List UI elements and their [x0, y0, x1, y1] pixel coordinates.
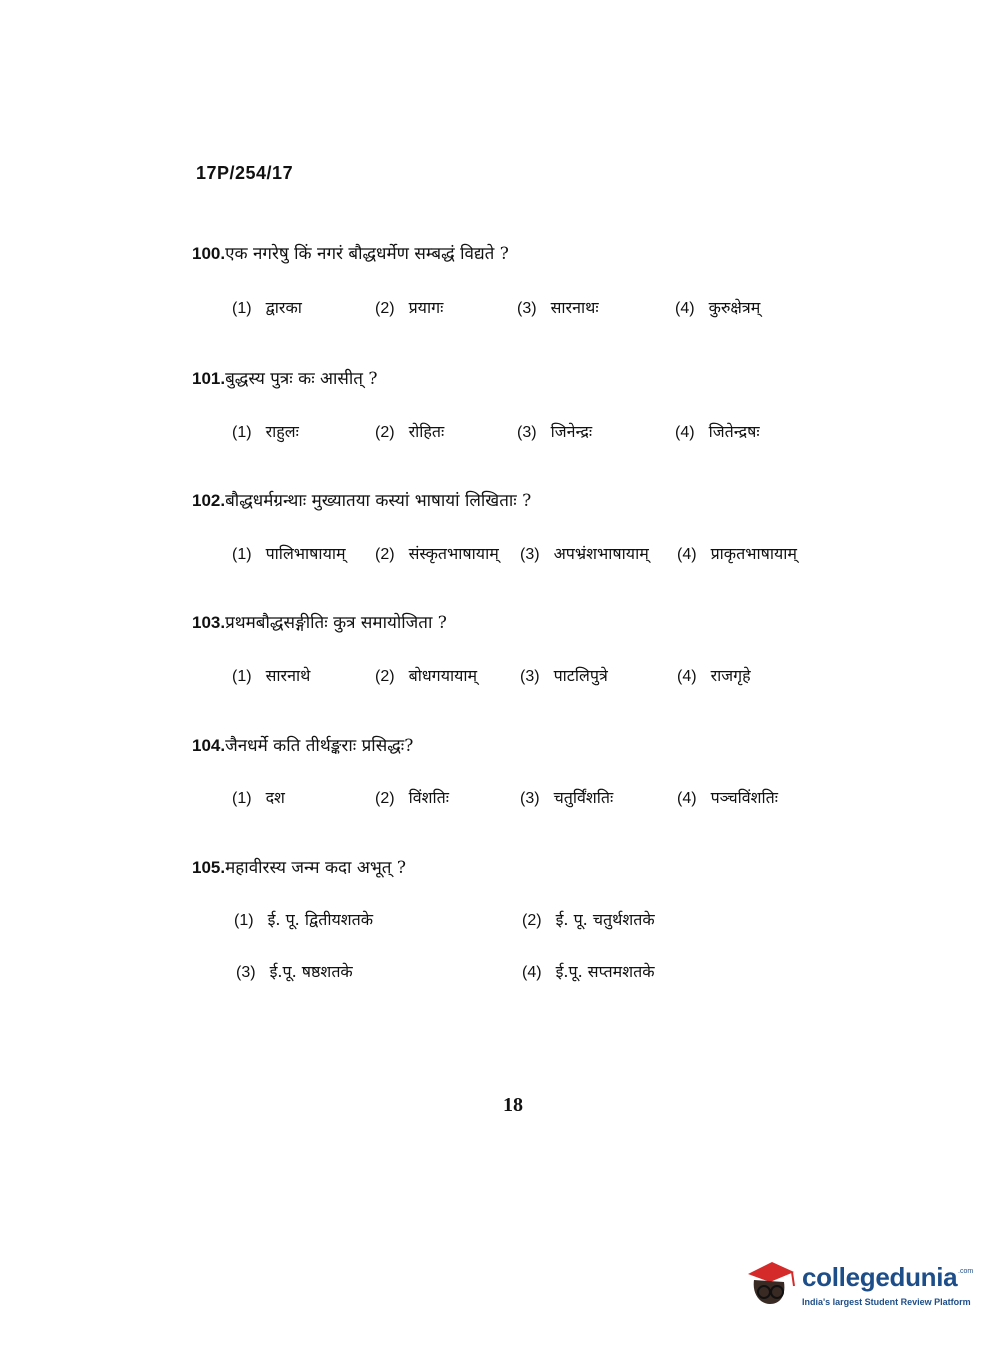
question-number: 100.: [192, 244, 226, 263]
option: (1) दश: [232, 788, 285, 807]
question-number: 104.: [192, 736, 226, 755]
question-number: 101.: [192, 369, 226, 388]
paper-code: 17P/254/17: [196, 163, 294, 183]
option: (4) प्राकृतभाषायाम्: [677, 544, 797, 563]
option: (3) पाटलिपुत्रे: [520, 666, 608, 685]
option: (1) द्वारका: [232, 298, 302, 317]
question-number: 103.: [192, 613, 226, 632]
question-103: [192, 610, 447, 633]
brand-logo-block[interactable]: [742, 1250, 972, 1320]
option: (3) ई.पू. षष्ठशतके: [236, 962, 353, 981]
question-text: प्रथमबौद्धसङ्गीतिः कुत्र समायोजिता ?: [225, 613, 447, 633]
option: (1) ई. पू. द्वितीयशतके: [234, 910, 374, 929]
option: (3) अपभ्रंशभाषायाम्: [520, 544, 649, 563]
mascot-icon: [742, 1254, 798, 1310]
option: (2) विंशतिः: [375, 788, 449, 807]
option: (1) सारनाथे: [232, 666, 311, 685]
option: (1) पालिभाषायाम्: [232, 544, 346, 563]
question-number: 105.: [192, 858, 226, 877]
question-101: [192, 366, 378, 389]
option: (2) संस्कृतभाषायाम्: [375, 544, 499, 563]
page-number: 18: [503, 1094, 523, 1116]
question-104: [192, 733, 413, 756]
option: (4) राजगृहे: [677, 666, 751, 685]
question-100: [192, 241, 509, 264]
option: (4) पञ्चविंशतिः: [677, 788, 779, 807]
option: (3) जिनेन्द्रः: [517, 422, 593, 441]
question-102: [192, 488, 531, 511]
option: (2) प्रयागः: [375, 298, 444, 317]
option: (3) चतुर्विंशतिः: [520, 788, 614, 807]
question-text: बौद्धधर्मग्रन्थाः मुख्यातया कस्यां भाषायां लिखिताः ?: [225, 491, 532, 511]
question-text: एक नगरेषु किं नगरं बौद्धधर्मेण सम्बद्धं विद्यते ?: [225, 244, 509, 264]
option: (4) जितेन्द्रषः: [675, 422, 760, 441]
option: (2) बोधगयायाम्: [375, 666, 478, 685]
option: (4) ई.पू. सप्तमशतके: [522, 962, 655, 981]
question-number: 102.: [192, 491, 226, 510]
brand-suffix: .com: [958, 1268, 974, 1275]
question-text: महावीरस्य जन्म कदा अभूत् ?: [225, 858, 407, 878]
question-text: बुद्धस्य पुत्रः कः आसीत् ?: [225, 369, 378, 389]
question-text: जैनधर्मे कति तीर्थङ्कराः प्रसिद्धः?: [225, 736, 414, 756]
brand-name: collegedunia: [802, 1262, 958, 1292]
option: (2) रोहितः: [375, 422, 445, 441]
option: (1) राहुलः: [232, 422, 299, 441]
option: (3) सारनाथः: [517, 298, 599, 317]
option: (2) ई. पू. चतुर्थशतके: [522, 910, 655, 929]
option: (4) कुरुक्षेत्रम्: [675, 298, 761, 317]
brand-tagline: India's largest Student Review Platform: [802, 1297, 971, 1307]
question-105: [192, 855, 406, 878]
